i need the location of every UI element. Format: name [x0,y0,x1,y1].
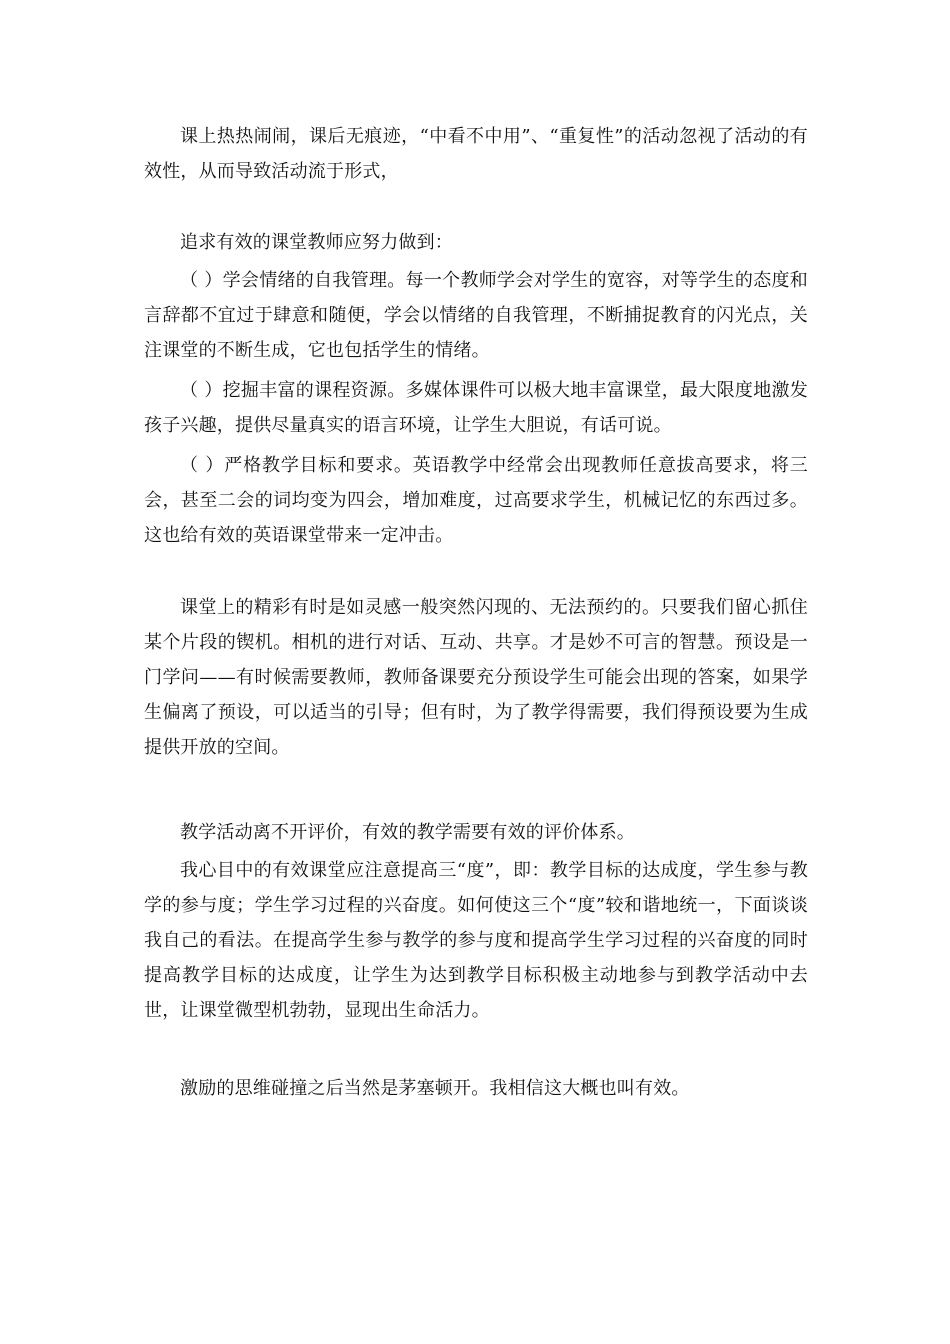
paragraph-3: （ ）学会情绪的自我管理。每一个教师学会对学生的宽容，对等学生的态度和言辞都不宜过于肆意和随便，学会以情绪的自我管理，不断捕捉教育的闪光点，关注课堂的不断生成，它也包括学生的情绪。 [144,270,808,361]
paragraph-9: 激励的思维碰撞之后当然是茅塞顿开。我相信这大概也叫有效。 [180,1078,690,1099]
paragraph-2: 追求有效的课堂教师应努力做到： [180,232,453,253]
paragraph-7: 教学活动离不开评价，有效的教学需要有效的评价体系。 [180,822,635,843]
paragraph-6: 课堂上的精彩有时是如灵感一般突然闪现的、无法预约的。只要我们留心抓住某个片段的锲机。相机的进行对话、互动、共享。才是妙不可言的智慧。预设是一门学问——有时候需要教师，教师备课要充分预设学生可能会出现的答案，如果学生偏离了预设，可以适当的引导；但有时，为了教学得需要，我们得预设要为生成提供开放的空间。 [144,597,808,758]
paragraph-4: （ ）挖掘丰富的课程资源。多媒体课件可以极大地丰富课堂，最大限度地激发孩子兴趣，提供尽量真实的语言环境，让学生大胆说，有话可说。 [144,380,808,436]
paragraph-8: 我心目中的有效课堂应注意提高三“度”，即：教学目标的达成度，学生参与教学的参与度；学生学习过程的兴奋度。如何使这三个“度”较和谐地统一，下面谈谈我自己的看法。在提高学生参与教学的参与度和提高学生学习过程的兴奋度的同时提高教学目标的达成度，让学生为达到教学目标积极主动地参与到教学活动中去世，让课堂微型机勃勃，显现出生命活力。 [144,860,808,1021]
paragraph-5: （ ）严格教学目标和要求。英语教学中经常会出现教师任意拔高要求，将三会，甚至二会的词均变为四会，增加难度，过高要求学生，机械记忆的东西过多。这也给有效的英语课堂带来一定冲击。 [144,455,808,546]
paragraph-1: 课上热热闹闹，课后无痕迹，“中看不中用”、“重复性”的活动忽视了活动的有效性，从而导致活动流于形式， [144,126,808,182]
